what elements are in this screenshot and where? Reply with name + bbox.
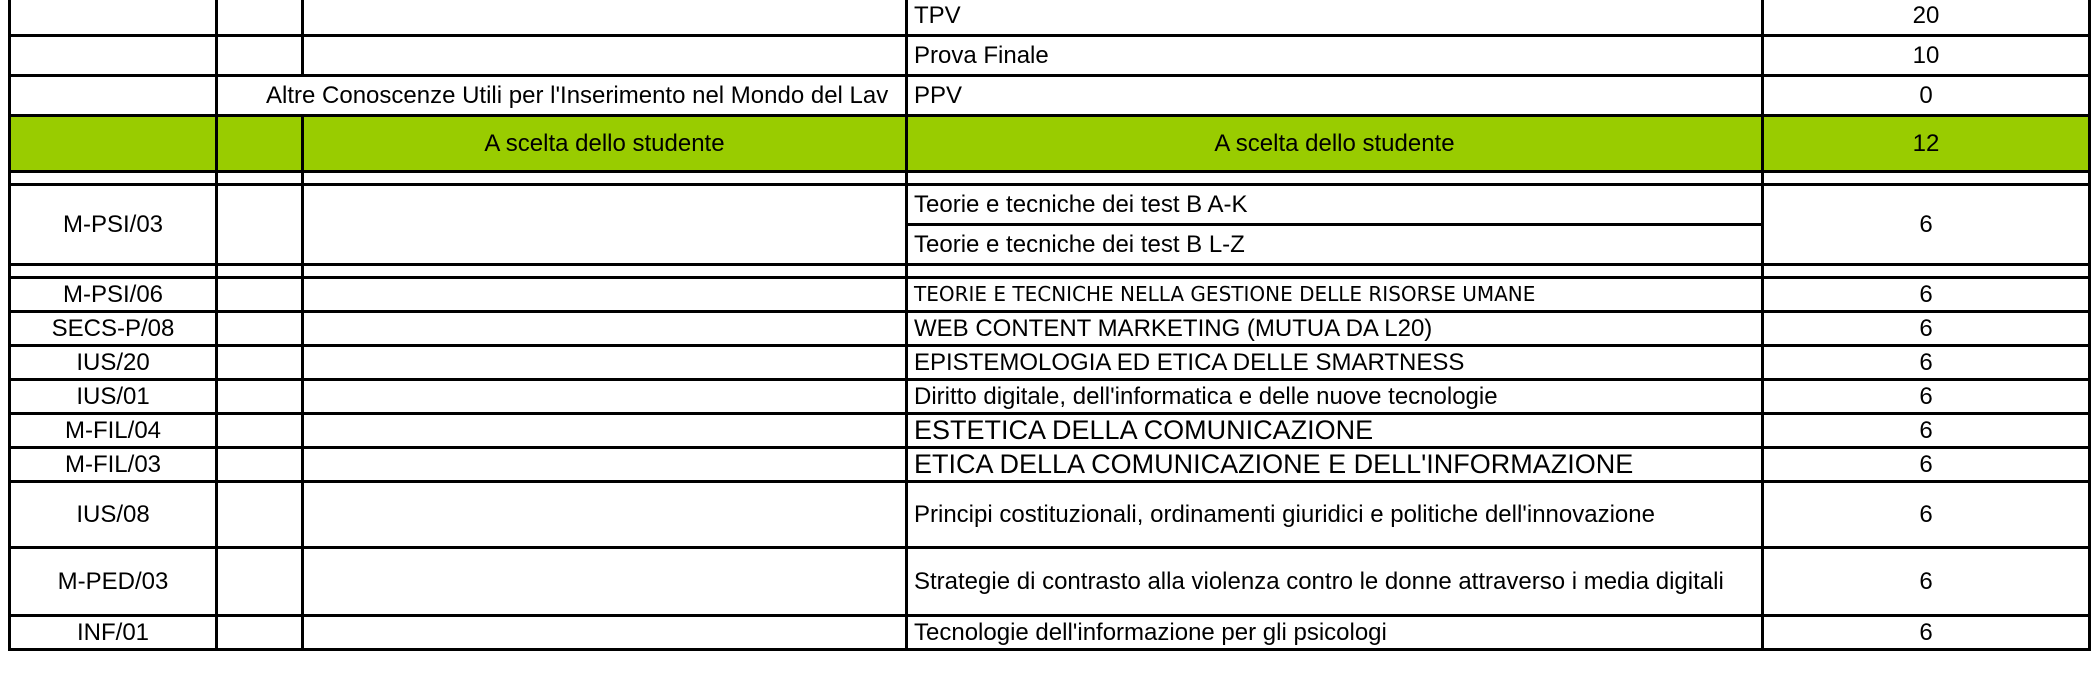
table-row	[10, 76, 2090, 116]
empty-cell	[217, 548, 303, 616]
ssd-cell: IUS/20	[10, 346, 217, 380]
course-cell: ETICA DELLA COMUNICAZIONE E DELL'INFORMAZIONE	[907, 448, 1763, 482]
cfu-cell: 6	[1763, 414, 2090, 448]
cfu-cell: 6	[1763, 548, 2090, 616]
spacer-row	[10, 172, 2090, 185]
empty-cell	[217, 414, 303, 448]
cfu-cell: 6	[1763, 312, 2090, 346]
course-cell: Principi costituzionali, ordinamenti giuridici e politiche dell'innovazione	[907, 482, 1763, 548]
course-cell: Prova Finale	[907, 36, 1763, 76]
course-cell: PPV	[907, 76, 1763, 116]
ambito-cell	[303, 482, 907, 548]
ambito-cell	[303, 278, 907, 312]
cfu-cell: 0	[1763, 76, 2090, 116]
course-cell: Teorie e tecniche dei test B A-K	[907, 185, 1763, 225]
table-row	[10, 482, 2090, 548]
table-row	[10, 312, 2090, 346]
empty-cell	[217, 448, 303, 482]
cfu-cell: 6	[1763, 278, 2090, 312]
course-cell: Teorie e tecniche dei test B L-Z	[907, 225, 1763, 265]
ssd-cell	[10, 116, 217, 172]
table-row	[10, 278, 2090, 312]
empty-cell	[217, 116, 303, 172]
table-row-highlight	[10, 116, 2090, 172]
ssd-cell	[10, 0, 217, 36]
ssd-cell: M-PSI/06	[10, 278, 217, 312]
ambito-cell	[303, 0, 907, 36]
empty-cell	[217, 36, 303, 76]
empty-cell	[217, 278, 303, 312]
table-row	[10, 185, 2090, 225]
table-row	[10, 448, 2090, 482]
ambito-cell	[303, 36, 907, 76]
cfu-cell: 6	[1763, 380, 2090, 414]
cfu-cell: 20	[1763, 0, 2090, 36]
ambito-cell: A scelta dello studente	[303, 116, 907, 172]
ssd-cell: M-FIL/04	[10, 414, 217, 448]
spreadsheet	[8, 0, 2088, 651]
cfu-cell: 6	[1763, 616, 2090, 650]
cfu-cell: 6	[1763, 346, 2090, 380]
ambito-cell	[303, 448, 907, 482]
course-cell: TPV	[907, 0, 1763, 36]
empty-cell	[217, 185, 303, 265]
cfu-cell: 12	[1763, 116, 2090, 172]
course-cell: A scelta dello studente	[907, 116, 1763, 172]
ambito-text: Altre Conoscenze Utili per l'Inserimento nel Mondo del Lav	[266, 81, 889, 109]
ssd-cell: SECS-P/08	[10, 312, 217, 346]
course-cell: Tecnologie dell'informazione per gli psicologi	[907, 616, 1763, 650]
empty-cell	[217, 380, 303, 414]
ambito-cell	[303, 312, 907, 346]
ssd-cell: M-PED/03	[10, 548, 217, 616]
course-cell: WEB CONTENT MARKETING (MUTUA DA L20)	[907, 312, 1763, 346]
ssd-cell: IUS/08	[10, 482, 217, 548]
empty-cell	[217, 616, 303, 650]
empty-cell	[217, 346, 303, 380]
ambito-cell	[303, 380, 907, 414]
course-cell: EPISTEMOLOGIA ED ETICA DELLE SMARTNESS	[907, 346, 1763, 380]
ssd-cell: M-PSI/03	[10, 185, 217, 265]
cfu-cell: 6	[1763, 448, 2090, 482]
course-table	[8, 0, 2091, 651]
empty-cell	[217, 0, 303, 36]
table-row	[10, 380, 2090, 414]
table-row	[10, 346, 2090, 380]
table-row	[10, 548, 2090, 616]
table-row	[10, 36, 2090, 76]
ambito-cell	[303, 548, 907, 616]
ambito-cell	[303, 185, 907, 265]
ssd-cell: M-FIL/03	[10, 448, 217, 482]
spacer-row	[10, 265, 2090, 278]
table-row	[10, 616, 2090, 650]
ambito-cell	[303, 414, 907, 448]
table-row	[10, 414, 2090, 448]
ssd-cell: INF/01	[10, 616, 217, 650]
ssd-cell: IUS/01	[10, 380, 217, 414]
ambito-cell	[217, 76, 907, 116]
ssd-cell	[10, 76, 217, 116]
cfu-cell: 6	[1763, 185, 2090, 265]
course-cell: ESTETICA DELLA COMUNICAZIONE	[907, 414, 1763, 448]
ambito-cell	[303, 616, 907, 650]
course-cell: TEORIE E TECNICHE NELLA GESTIONE DELLE RISORSE UMANE	[907, 278, 1763, 312]
empty-cell	[217, 312, 303, 346]
course-cell: Strategie di contrasto alla violenza contro le donne attraverso i media digitali	[907, 548, 1763, 616]
ambito-cell	[303, 346, 907, 380]
cfu-cell: 10	[1763, 36, 2090, 76]
cfu-cell: 6	[1763, 482, 2090, 548]
empty-cell	[217, 482, 303, 548]
ssd-cell	[10, 36, 217, 76]
table-row	[10, 0, 2090, 36]
course-cell: Diritto digitale, dell'informatica e delle nuove tecnologie	[907, 380, 1763, 414]
